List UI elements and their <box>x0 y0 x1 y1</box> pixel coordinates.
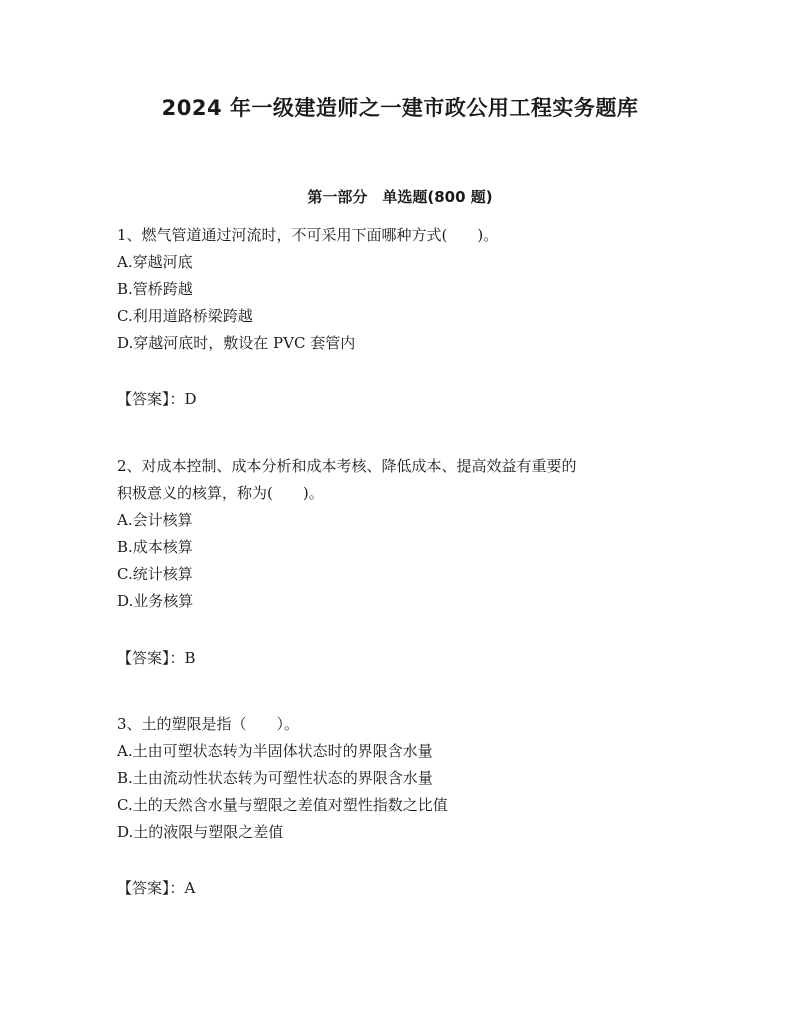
answer-1: 【答案】：D <box>117 390 197 408</box>
option-d: D.业务核算 <box>117 592 194 610</box>
option-b: B.土由流动性状态转为可塑性状态的界限含水量 <box>117 769 433 787</box>
document-title: 2024 年一级建造师之一建市政公用工程实务题库 <box>161 96 639 120</box>
question-stem: 3、土的塑限是指（ ）。 <box>117 715 300 733</box>
option-a: A.穿越河底 <box>117 253 193 271</box>
question-stem: 1、燃气管道通过河流时，不可采用下面哪种方式( )。 <box>117 226 499 244</box>
option-c: C.统计核算 <box>117 565 193 583</box>
answer-3: 【答案】：A <box>117 879 196 897</box>
section-heading: 第一部分 单选题(800 题) <box>307 188 493 206</box>
option-a: A.土由可塑状态转为半固体状态时的界限含水量 <box>117 742 433 760</box>
option-c: C.利用道路桥梁跨越 <box>117 307 253 325</box>
question-stem: 2、对成本控制、成本分析和成本考核、降低成本、提高效益有重要的 <box>117 457 577 475</box>
option-b: B.管桥跨越 <box>117 280 193 298</box>
question-3 <box>117 711 687 846</box>
option-b: B.成本核算 <box>117 538 193 556</box>
question-stem-continued: 积极意义的核算，称为( )。 <box>117 484 324 502</box>
question-2 <box>117 453 687 615</box>
answer-2: 【答案】：B <box>117 649 196 667</box>
option-d: D.土的液限与塑限之差值 <box>117 823 284 841</box>
option-d: D.穿越河底时，敷设在 PVC 套管内 <box>117 334 356 352</box>
option-a: A.会计核算 <box>117 511 193 529</box>
question-1 <box>117 222 687 357</box>
option-c: C.土的天然含水量与塑限之差值对塑性指数之比值 <box>117 796 448 814</box>
